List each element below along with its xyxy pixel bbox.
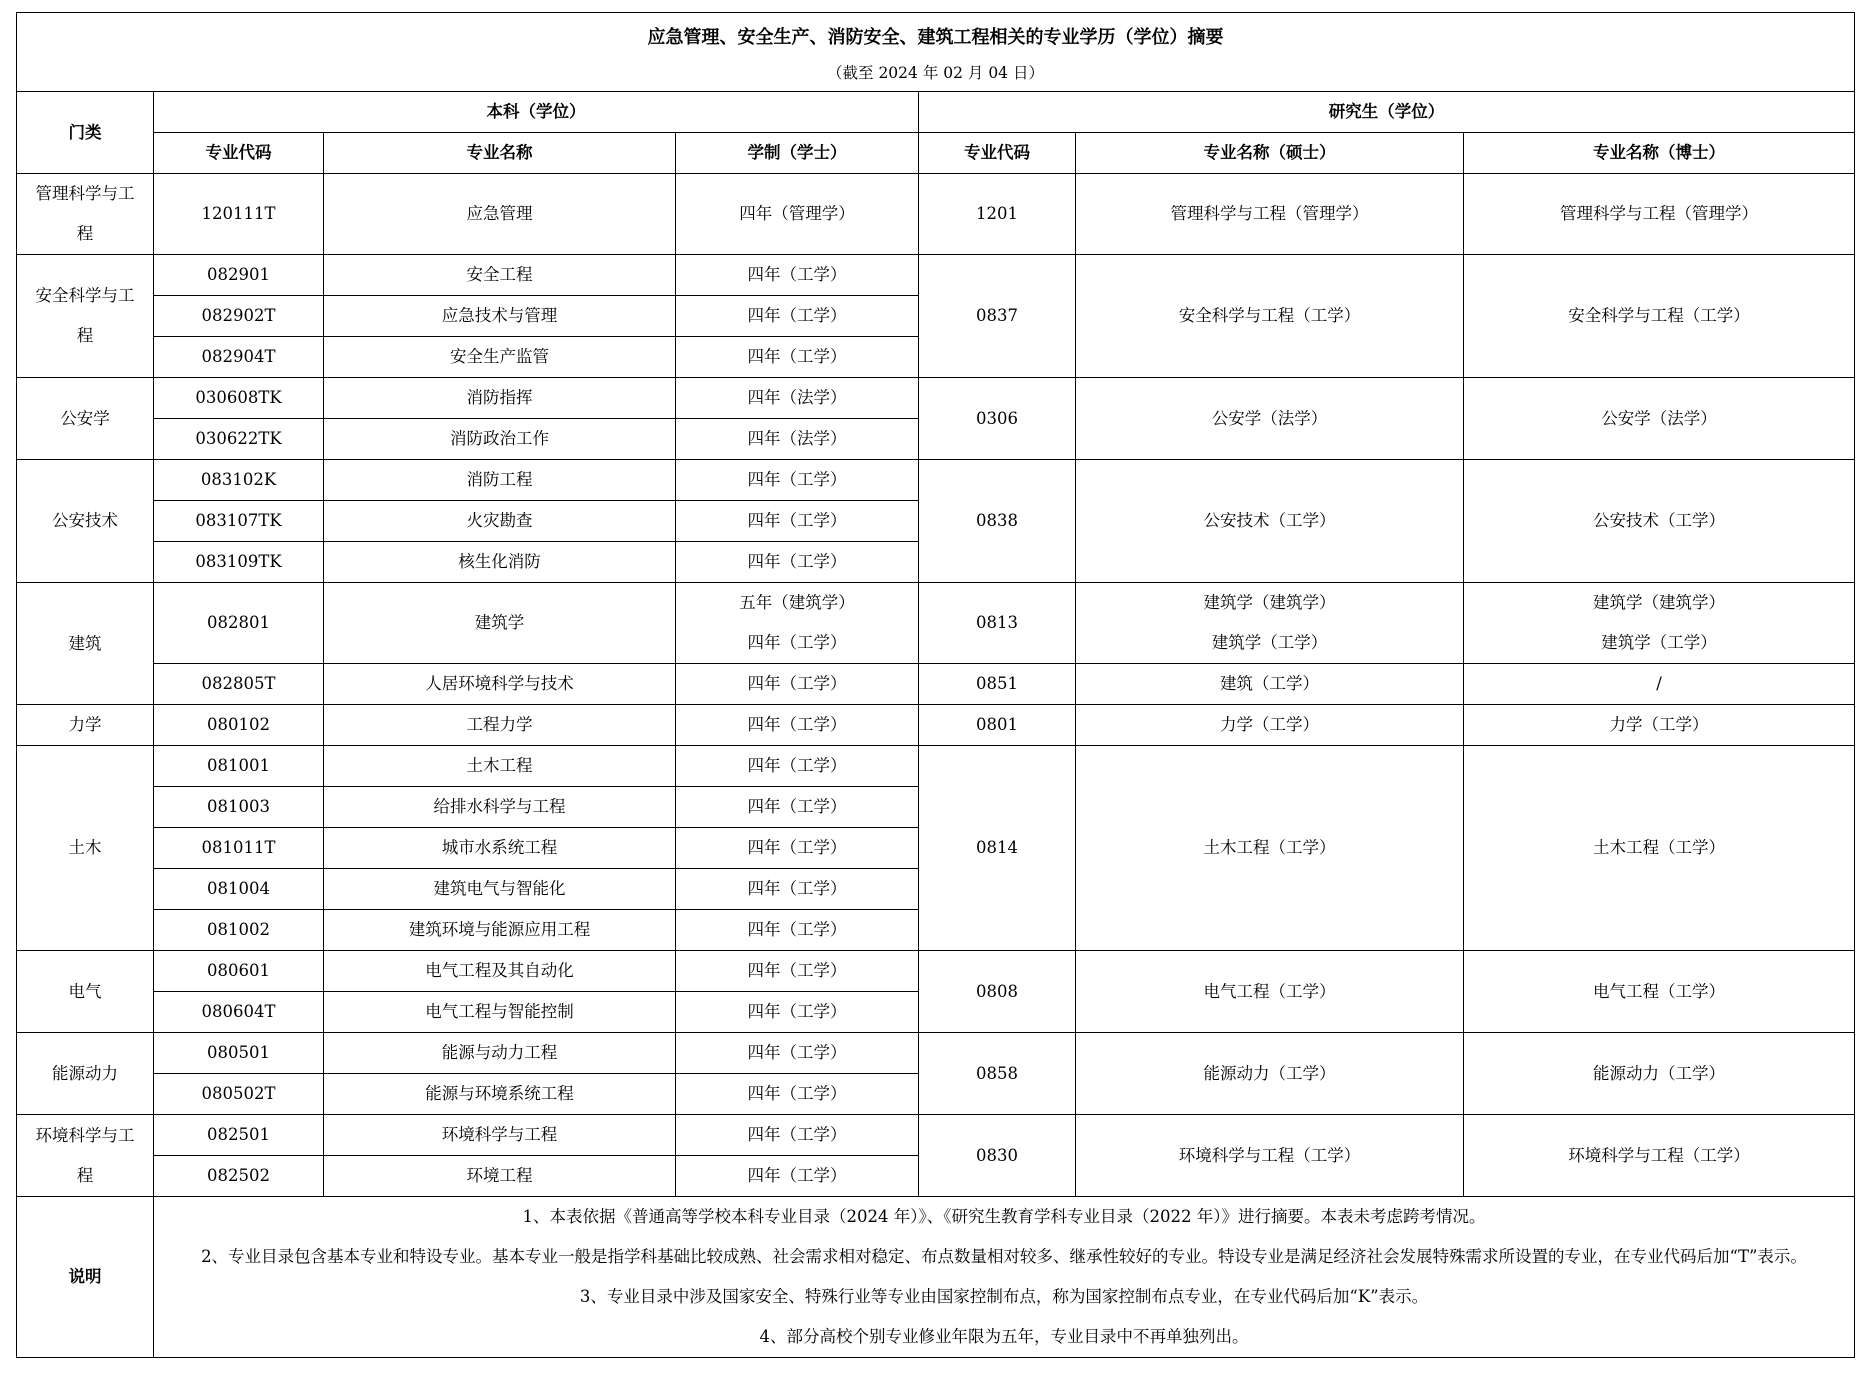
ug-system-line: 四年（工学） — [747, 920, 847, 939]
ug-system-cell — [676, 787, 919, 828]
ug-name-cell: 建筑学 — [324, 583, 676, 664]
ug-code-cell: 083107TK — [154, 501, 324, 542]
group-header-row — [17, 92, 1855, 133]
ug-code-cell: 080502T — [154, 1074, 324, 1115]
ug-name-cell: 给排水科学与工程 — [324, 787, 676, 828]
ug-code-cell: 082801 — [154, 583, 324, 664]
notes-cell — [154, 1197, 1855, 1358]
gr-master-cell — [1076, 460, 1464, 583]
ug-code-cell: 082805T — [154, 664, 324, 705]
ug-system-line: 四年（工学） — [747, 265, 847, 284]
category-cell — [17, 174, 154, 255]
ug-system-line: 四年（工学） — [747, 674, 847, 693]
ug-system-cell — [676, 1033, 919, 1074]
gr-doctor-cell — [1464, 378, 1855, 460]
gr-doctor-line: 力学（工学） — [1609, 715, 1709, 734]
table-row — [17, 174, 1855, 255]
table-row — [17, 951, 1855, 992]
gr-doctor-cell — [1464, 664, 1855, 705]
ug-system-line: 四年（工学） — [747, 961, 847, 980]
gr-master-cell — [1076, 1033, 1464, 1115]
ug-code-cell: 030622TK — [154, 419, 324, 460]
ug-system-line: 四年（工学） — [747, 1125, 847, 1144]
category-label: 程 — [76, 1165, 94, 1185]
ug-system-line: 四年（工学） — [747, 838, 847, 857]
ug-system-cell — [676, 296, 919, 337]
title-row — [17, 13, 1855, 92]
ug-name-cell: 消防工程 — [324, 460, 676, 501]
ug-name-cell: 建筑环境与能源应用工程 — [324, 910, 676, 951]
gr-master-line: 管理科学与工程（管理学） — [1170, 204, 1369, 223]
ug-code-cell: 082904T — [154, 337, 324, 378]
ug-name-cell: 土木工程 — [324, 746, 676, 787]
category-label: 管理科学与工 — [35, 184, 135, 203]
gr-doctor-line: 环境科学与工程（工学） — [1568, 1145, 1750, 1165]
gr-code-cell: 0808 — [919, 951, 1076, 1033]
ug-code-cell: 082502 — [154, 1156, 324, 1197]
ug-name-cell: 火灾勘查 — [324, 501, 676, 542]
ug-system-cell — [676, 378, 919, 419]
ug-system-cell — [676, 1115, 919, 1156]
gr-master-line: 公安学（法学） — [1211, 408, 1328, 428]
ug-system-cell — [676, 542, 919, 583]
ug-system-line: 四年（工学） — [747, 511, 847, 530]
ug-code-cell: 081004 — [154, 869, 324, 910]
ug-system-cell — [676, 337, 919, 378]
category-cell — [17, 705, 154, 746]
ug-system-cell — [676, 664, 919, 705]
ug-name-cell: 消防政治工作 — [324, 419, 676, 460]
ug-system-line: 四年（工学） — [747, 306, 847, 325]
title-cell — [17, 13, 1855, 92]
ug-name-cell: 安全工程 — [324, 255, 676, 296]
gr-code-cell: 0858 — [919, 1033, 1076, 1115]
ug-code-cell: 030608TK — [154, 378, 324, 419]
ug-name-cell: 电气工程及其自动化 — [324, 951, 676, 992]
gr-master-cell — [1076, 951, 1464, 1033]
ug-name-cell: 核生化消防 — [324, 542, 676, 583]
document-page — [16, 12, 1854, 1358]
gr-doctor-line: 公安学（法学） — [1601, 408, 1717, 428]
ug-code-cell: 082902T — [154, 296, 324, 337]
gr-doctor-cell — [1464, 1033, 1855, 1115]
category-label: 公安技术 — [52, 511, 118, 530]
note-item: 4、部分高校个别专业修业年限为五年，专业目录中不再单独列出。 — [759, 1327, 1249, 1346]
note-item: 1、本表依据《普通高等学校本科专业目录（2024 年）》、《研究生教育学科专业目录（2022 年）》进行摘要。本表未考虑跨考情况。 — [522, 1207, 1486, 1226]
ug-system-line: 四年（工学） — [747, 756, 847, 775]
category-label: 建筑 — [68, 633, 102, 653]
notes-row — [17, 1197, 1855, 1358]
ug-name-cell: 人居环境科学与技术 — [324, 664, 676, 705]
ug-system-cell — [676, 174, 919, 255]
category-label: 安全科学与工 — [35, 286, 135, 305]
ug-name-cell: 环境科学与工程 — [324, 1115, 676, 1156]
header-gr-doctor: 专业名称（博士） — [1464, 133, 1855, 174]
ug-code-cell: 081011T — [154, 828, 324, 869]
table-row — [17, 705, 1855, 746]
table-row — [17, 746, 1855, 787]
ug-name-cell: 能源与环境系统工程 — [324, 1074, 676, 1115]
gr-master-cell — [1076, 705, 1464, 746]
gr-code-cell: 0838 — [919, 460, 1076, 583]
table-title: 应急管理、安全生产、消防安全、建筑工程相关的专业学历（学位）摘要 — [647, 27, 1224, 48]
gr-code-cell: 0814 — [919, 746, 1076, 951]
category-label: 电气 — [68, 981, 102, 1001]
table-row — [17, 255, 1855, 296]
ug-system-cell — [676, 583, 919, 664]
ug-name-cell: 应急管理 — [324, 174, 676, 255]
category-label: 公安学 — [60, 408, 110, 428]
category-cell — [17, 378, 154, 460]
ug-system-cell — [676, 419, 919, 460]
gr-master-line: 建筑（工学） — [1220, 674, 1319, 693]
gr-master-line: 能源动力（工学） — [1203, 1063, 1336, 1083]
ug-system-cell — [676, 992, 919, 1033]
gr-doctor-cell — [1464, 583, 1855, 664]
gr-master-line: 安全科学与工程（工学） — [1178, 306, 1361, 325]
ug-system-cell — [676, 1156, 919, 1197]
ug-system-line: 五年（建筑学） — [739, 593, 855, 612]
gr-master-line: 公安技术（工学） — [1203, 511, 1336, 530]
gr-code-cell: 0851 — [919, 664, 1076, 705]
category-cell — [17, 746, 154, 951]
ug-name-cell: 消防指挥 — [324, 378, 676, 419]
ug-name-cell: 环境工程 — [324, 1156, 676, 1197]
ug-system-line: 四年（工学） — [747, 1084, 847, 1103]
table-row — [17, 460, 1855, 501]
header-gr-master: 专业名称（硕士） — [1076, 133, 1464, 174]
ug-system-line: 四年（工学） — [747, 1043, 847, 1062]
gr-doctor-cell — [1464, 705, 1855, 746]
gr-doctor-line: 电气工程（工学） — [1593, 981, 1725, 1001]
category-label: 土木 — [68, 838, 102, 857]
gr-master-line: 力学（工学） — [1220, 715, 1319, 734]
ug-name-cell: 应急技术与管理 — [324, 296, 676, 337]
category-label: 力学 — [68, 715, 102, 734]
gr-master-cell — [1076, 1115, 1464, 1197]
table-row — [17, 583, 1855, 664]
ug-system-cell — [676, 501, 919, 542]
category-cell — [17, 1033, 154, 1115]
ug-system-cell — [676, 910, 919, 951]
gr-master-cell — [1076, 174, 1464, 255]
gr-doctor-cell — [1464, 255, 1855, 378]
gr-doctor-cell — [1464, 460, 1855, 583]
gr-code-cell: 1201 — [919, 174, 1076, 255]
ug-system-line: 四年（工学） — [747, 715, 847, 734]
ug-system-cell — [676, 828, 919, 869]
gr-doctor-cell — [1464, 746, 1855, 951]
category-label: 环境科学与工 — [35, 1125, 135, 1145]
gr-master-cell — [1076, 664, 1464, 705]
gr-doctor-line: 公安技术（工学） — [1593, 511, 1725, 530]
gr-doctor-cell — [1464, 1115, 1855, 1197]
column-header-row — [17, 133, 1855, 174]
ug-system-line: 四年（法学） — [747, 429, 847, 448]
table-row — [17, 378, 1855, 419]
ug-name-cell: 能源与动力工程 — [324, 1033, 676, 1074]
ug-code-cell: 083109TK — [154, 542, 324, 583]
category-label: 能源动力 — [52, 1063, 118, 1083]
ug-system-cell — [676, 869, 919, 910]
table-row — [17, 664, 1855, 705]
gr-doctor-line: 能源动力（工学） — [1593, 1063, 1725, 1083]
gr-doctor-line: 建筑学（工学） — [1601, 633, 1717, 652]
gr-master-line: 电气工程（工学） — [1203, 981, 1336, 1001]
ug-system-line: 四年（工学） — [747, 1002, 847, 1021]
gr-code-cell: 0830 — [919, 1115, 1076, 1197]
ug-name-cell: 城市水系统工程 — [324, 828, 676, 869]
category-cell — [17, 951, 154, 1033]
gr-master-cell — [1076, 255, 1464, 378]
category-cell — [17, 583, 154, 705]
header-undergrad-group: 本科（学位） — [154, 92, 919, 133]
gr-doctor-line: 管理科学与工程（管理学） — [1560, 204, 1758, 223]
ug-code-cell: 120111T — [154, 174, 324, 255]
category-cell — [17, 255, 154, 378]
category-label: 程 — [76, 224, 94, 243]
ug-code-cell: 082501 — [154, 1115, 324, 1156]
gr-doctor-cell — [1464, 951, 1855, 1033]
gr-master-cell — [1076, 583, 1464, 664]
header-category: 门类 — [17, 92, 154, 174]
table-subtitle: （截至 2024 年 02 月 04 日） — [827, 64, 1044, 82]
ug-system-line: 四年（工学） — [747, 347, 847, 366]
gr-doctor-cell — [1464, 174, 1855, 255]
gr-doctor-line: 土木工程（工学） — [1593, 838, 1725, 857]
gr-code-cell: 0306 — [919, 378, 1076, 460]
gr-code-cell: 0801 — [919, 705, 1076, 746]
header-ug-name: 专业名称 — [324, 133, 676, 174]
category-cell — [17, 460, 154, 583]
gr-master-cell — [1076, 746, 1464, 951]
ug-system-line: 四年（管理学） — [739, 204, 855, 223]
note-item: 2、专业目录包含基本专业和特设专业。基本专业一般是指学科基础比较成熟、社会需求相对稳定、布点数量相对较多、继承性较好的专业。特设专业是满足经济社会发展特殊需求所设置的专业，在专业代码后加“T”表示。 — [201, 1247, 1807, 1266]
header-gr-code: 专业代码 — [919, 133, 1076, 174]
ug-system-line: 四年（工学） — [747, 797, 847, 816]
header-ug-system: 学制（学士） — [676, 133, 919, 174]
gr-doctor-line: / — [1656, 674, 1662, 693]
notes-label: 说明 — [17, 1197, 154, 1358]
ug-system-line: 四年（法学） — [747, 388, 847, 407]
ug-code-cell: 081001 — [154, 746, 324, 787]
ug-system-cell — [676, 460, 919, 501]
ug-code-cell: 082901 — [154, 255, 324, 296]
ug-system-line: 四年（工学） — [747, 470, 847, 489]
gr-master-line: 建筑学（建筑学） — [1203, 593, 1336, 612]
ug-code-cell: 080102 — [154, 705, 324, 746]
majors-table — [16, 12, 1855, 1358]
ug-system-cell — [676, 255, 919, 296]
ug-system-line: 四年（工学） — [747, 552, 847, 571]
table-row — [17, 1115, 1855, 1156]
note-item: 3、专业目录中涉及国家安全、特殊行业等专业由国家控制布点，称为国家控制布点专业，在专业代码后加“K”表示。 — [579, 1287, 1429, 1306]
gr-doctor-line: 建筑学（建筑学） — [1593, 593, 1725, 612]
ug-name-cell: 建筑电气与智能化 — [324, 869, 676, 910]
ug-system-cell — [676, 705, 919, 746]
ug-system-cell — [676, 1074, 919, 1115]
ug-system-line: 四年（工学） — [747, 633, 847, 652]
gr-master-line: 环境科学与工程（工学） — [1178, 1145, 1361, 1165]
ug-name-cell: 电气工程与智能控制 — [324, 992, 676, 1033]
gr-master-line: 土木工程（工学） — [1203, 838, 1336, 857]
gr-code-cell: 0837 — [919, 255, 1076, 378]
ug-code-cell: 080604T — [154, 992, 324, 1033]
gr-doctor-line: 安全科学与工程（工学） — [1568, 306, 1750, 325]
ug-code-cell: 080601 — [154, 951, 324, 992]
header-ug-code: 专业代码 — [154, 133, 324, 174]
ug-system-cell — [676, 951, 919, 992]
ug-system-line: 四年（工学） — [747, 879, 847, 898]
ug-system-line: 四年（工学） — [747, 1166, 847, 1185]
ug-system-cell — [676, 746, 919, 787]
ug-name-cell: 工程力学 — [324, 705, 676, 746]
category-label: 程 — [76, 326, 94, 345]
ug-code-cell: 081003 — [154, 787, 324, 828]
header-grad-group: 研究生（学位） — [919, 92, 1855, 133]
gr-master-line: 建筑学（工学） — [1211, 633, 1328, 652]
gr-code-cell: 0813 — [919, 583, 1076, 664]
ug-name-cell: 安全生产监管 — [324, 337, 676, 378]
gr-master-cell — [1076, 378, 1464, 460]
ug-code-cell: 080501 — [154, 1033, 324, 1074]
ug-code-cell: 081002 — [154, 910, 324, 951]
ug-code-cell: 083102K — [154, 460, 324, 501]
category-cell — [17, 1115, 154, 1197]
table-row — [17, 1033, 1855, 1074]
